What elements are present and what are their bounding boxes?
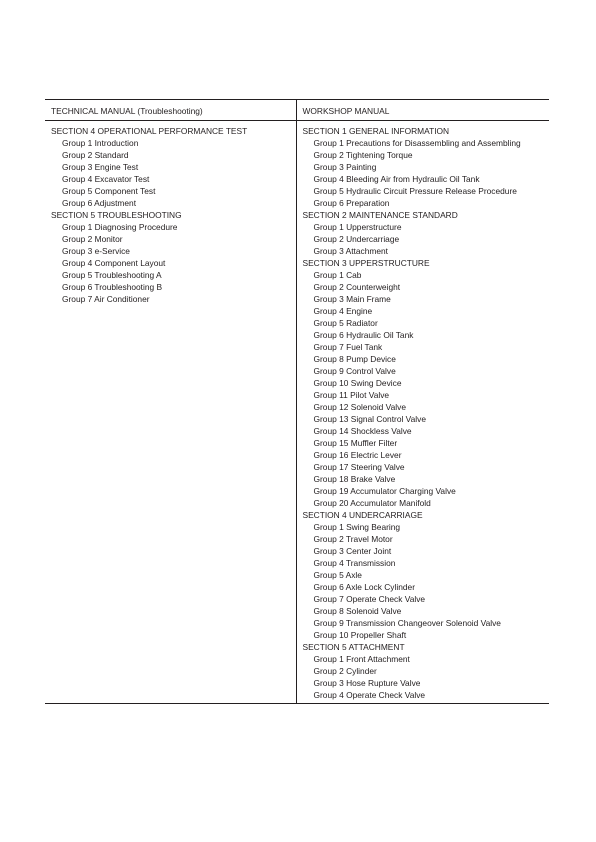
workshop-manual-header: WORKSHOP MANUAL	[297, 100, 550, 121]
section-title: SECTION 1 GENERAL INFORMATION	[302, 126, 450, 136]
group-item: Group 11 Pilot Valve	[313, 390, 390, 400]
group-item: Group 1 Upperstructure	[313, 222, 402, 232]
group-item: Group 1 Introduction	[62, 138, 139, 148]
group-item: Group 1 Front Attachment	[313, 654, 410, 664]
group-item: Group 4 Transmission	[313, 558, 396, 568]
technical-manual-column	[45, 100, 297, 703]
group-item: Group 18 Brake Valve	[313, 474, 396, 484]
group-item: Group 15 Muffler Filter	[313, 438, 398, 448]
group-item: Group 3 Engine Test	[62, 162, 139, 172]
group-item: Group 2 Standard	[62, 150, 129, 160]
group-item: Group 9 Control Valve	[313, 366, 396, 376]
group-item: Group 5 Troubleshooting A	[62, 270, 162, 280]
group-item: Group 17 Steering Valve	[313, 462, 405, 472]
group-item: Group 10 Propeller Shaft	[313, 630, 407, 640]
group-item: Group 2 Counterweight	[313, 282, 401, 292]
group-item: Group 14 Shockless Valve	[313, 426, 412, 436]
section-title: SECTION 5 ATTACHMENT	[302, 642, 405, 652]
group-item: Group 12 Solenoid Valve	[313, 402, 406, 412]
group-item: Group 7 Air Conditioner	[62, 294, 150, 304]
group-item: Group 4 Excavator Test	[62, 174, 150, 184]
group-item: Group 2 Tightening Torque	[313, 150, 413, 160]
group-item: Group 19 Accumulator Charging Valve	[313, 486, 456, 496]
group-item: Group 1 Cab	[313, 270, 362, 280]
group-item: Group 1 Precautions for Disassembling and Assembling	[313, 138, 521, 148]
section-title: SECTION 2 MAINTENANCE STANDARD	[302, 210, 458, 220]
section-title: SECTION 3 UPPERSTRUCTURE	[302, 258, 430, 268]
group-item: Group 7 Operate Check Valve	[313, 594, 426, 604]
group-item: Group 9 Transmission Changeover Solenoid Valve	[313, 618, 501, 628]
group-item: Group 3 Hose Rupture Valve	[313, 678, 421, 688]
group-item: Group 6 Troubleshooting B	[62, 282, 163, 292]
technical-manual-list	[45, 121, 296, 305]
group-item: Group 13 Signal Control Valve	[313, 414, 427, 424]
workshop-manual-column	[297, 100, 550, 703]
group-item: Group 3 Painting	[313, 162, 377, 172]
group-item: Group 4 Operate Check Valve	[313, 690, 426, 700]
group-item: Group 8 Solenoid Valve	[313, 606, 402, 616]
group-item: Group 2 Monitor	[62, 234, 123, 244]
group-item: Group 6 Axle Lock Cylinder	[313, 582, 415, 592]
group-item: Group 1 Swing Bearing	[313, 522, 401, 532]
group-item: Group 3 Center Joint	[313, 546, 392, 556]
section-title: SECTION 4 OPERATIONAL PERFORMANCE TEST	[51, 126, 248, 136]
group-item: Group 10 Swing Device	[313, 378, 402, 388]
group-item: Group 2 Travel Motor	[313, 534, 393, 544]
group-item: Group 3 Attachment	[313, 246, 388, 256]
group-item: Group 5 Radiator	[313, 318, 378, 328]
group-item: Group 1 Diagnosing Procedure	[62, 222, 178, 232]
group-item: Group 7 Fuel Tank	[313, 342, 383, 352]
group-item: Group 8 Pump Device	[313, 354, 396, 364]
section-title: SECTION 5 TROUBLESHOOTING	[51, 210, 182, 220]
group-item: Group 5 Hydraulic Circuit Pressure Release Procedure	[313, 186, 517, 196]
group-item: Group 3 e-Service	[62, 246, 130, 256]
group-item: Group 4 Bleeding Air from Hydraulic Oil Tank	[313, 174, 480, 184]
technical-manual-header: TECHNICAL MANUAL (Troubleshooting)	[45, 100, 296, 121]
group-item: Group 5 Component Test	[62, 186, 156, 196]
group-item: Group 3 Main Frame	[313, 294, 391, 304]
section-title: SECTION 4 UNDERCARRIAGE	[302, 510, 423, 520]
contents-table	[45, 99, 549, 704]
group-item: Group 6 Adjustment	[62, 198, 137, 208]
workshop-manual-list	[297, 121, 550, 701]
group-item: Group 6 Hydraulic Oil Tank	[313, 330, 414, 340]
group-item: Group 2 Undercarriage	[313, 234, 400, 244]
group-item: Group 16 Electric Lever	[313, 450, 402, 460]
group-item: Group 4 Component Layout	[62, 258, 166, 268]
group-item: Group 6 Preparation	[313, 198, 390, 208]
group-item: Group 4 Engine	[313, 306, 373, 316]
group-item: Group 2 Cylinder	[313, 666, 377, 676]
group-item: Group 5 Axle	[313, 570, 362, 580]
group-item: Group 20 Accumulator Manifold	[313, 498, 431, 508]
